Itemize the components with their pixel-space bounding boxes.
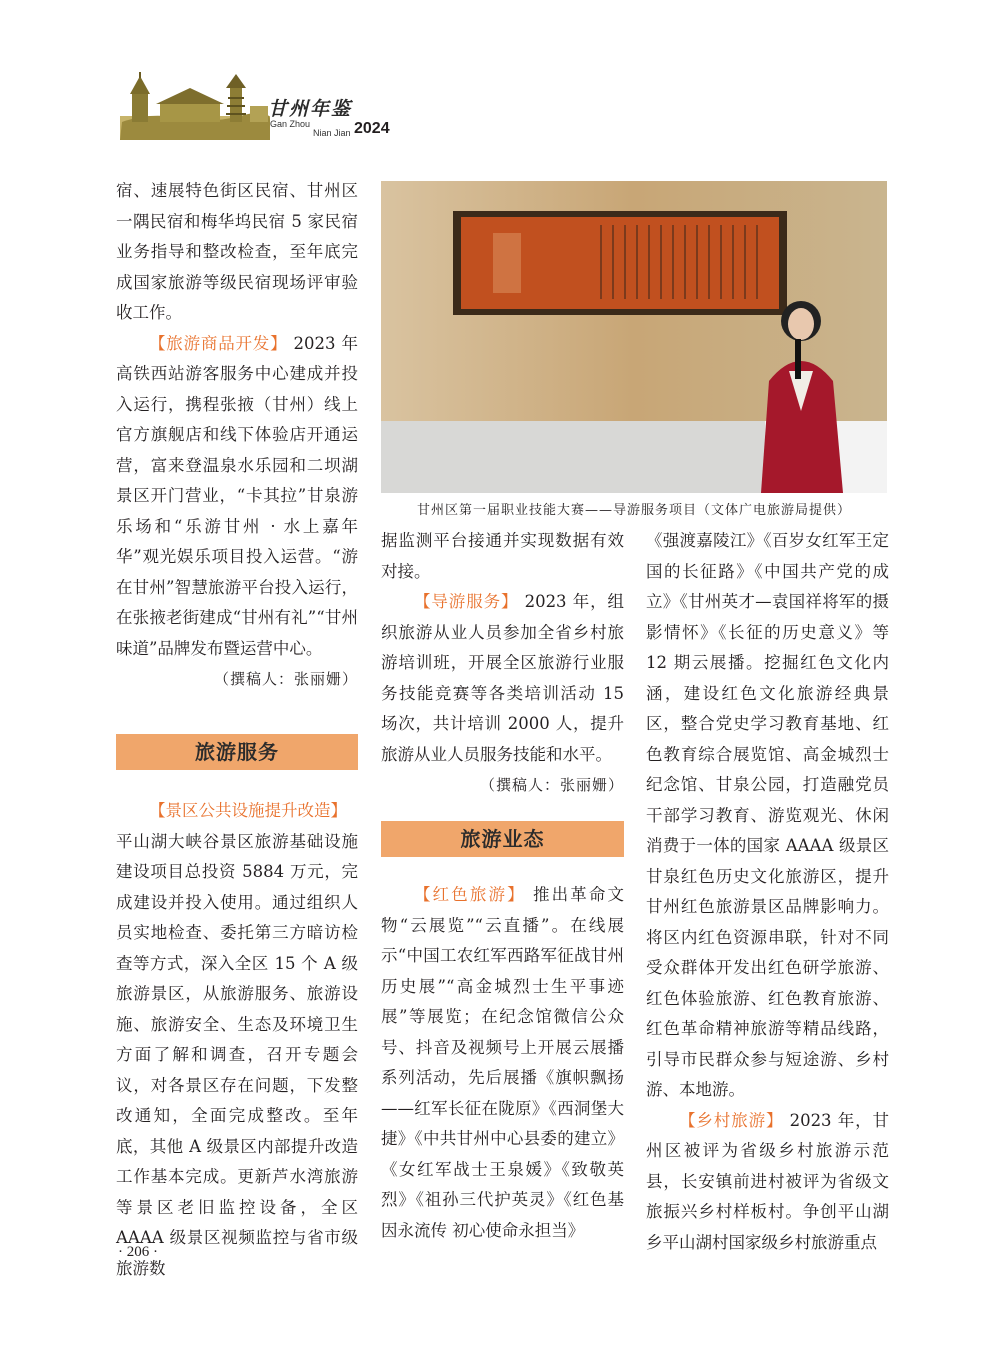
photo-caption: 甘州区第一届职业技能大赛——导游服务项目（文体广电旅游局提供） <box>416 503 851 518</box>
paragraph: 宿、速展特色街区民宿、甘州区一隅民宿和梅华坞民宿 5 家民宿业务指导和整改检查，至年底完成国家旅游等级民宿现场评审验收工作。 <box>116 181 358 322</box>
paragraph-text: 推出革命文物“云展览”“云直播”。在线展示“中国工农红军西路军征战甘州历史展”“高金城烈士生平事迹展”等展览；在纪念馆微信公众号、抖音及视频号上开展云展播系列活动，先后展播《旗帜飘扬——红军长征在陇原》《西洞堡大捷》《中共甘州中心县委的建立》《女红军战士王泉媛》《致敬英烈》《祖孙三代护英灵》《红色基因永流传 初心使命永担当》 <box>381 885 625 1240</box>
column-2 <box>381 526 624 801</box>
header-pinyin-nianjian: Nian Jian <box>313 128 351 138</box>
paragraph <box>381 587 624 770</box>
paragraph-text: 2023 年，甘州区被评为省级乡村旅游示范县，长安镇前进村被评为省级文旅振兴乡村样板村。争创平山湖乡平山湖村国家级乡村旅游重点 <box>646 1110 890 1252</box>
column-3 <box>646 526 889 1258</box>
yearbook-calligraphy-title: 甘州年鉴 <box>268 98 353 120</box>
section-tag-line <box>116 796 358 827</box>
section-tag: 【景区公共设施提升改造】 <box>149 801 347 820</box>
paragraph: 《强渡嘉陵江》《百岁女红军王定国的长征路》《中国共产党的成立》《甘州英才—袁国祥将军的摄影情怀》《长征的历史意义》等 12 期云展播。挖掘红色文化内涵，建设红色文化旅游经典景区，整合党史学习教育基地、红色教育综合展览馆、高金城烈士纪念馆、甘泉公园，打造融党员干部学习教育、游览观光、休闲消费于一体的国家 AAAA 级景区甘泉红色历史文化旅游区，提升甘州红色旅游景区品牌影响力。将区内红色资源串联，针对不同受众群体开发出红色研学旅游、红色体验旅游、红色教育旅游、红色革命精神旅游等精品线路，引导市民群众参与短途游、乡村游、本地游。 <box>646 531 889 1099</box>
header-pinyin-ganzhou: Gan Zhou <box>270 119 311 129</box>
author-credit: （撰稿人：张丽姗） <box>213 670 358 688</box>
paragraph <box>381 880 624 1246</box>
section-heading: 旅游服务 <box>116 734 358 770</box>
event-photo <box>381 181 887 493</box>
paragraph: 据监测平台接通并实现数据有效对接。 <box>381 531 624 581</box>
paragraph: 平山湖大峡谷景区旅游基础设施建设项目总投资 5884 万元，完成建设并投入使用。通过组织人员实地检查、委托第三方暗访检查等方式，深入全区 15 个 A 级旅游景区，从旅游服务、旅游设施、旅游安全、生态及环境卫生方面了解和调查，召开专题会议，对各景区存在问题，下发整改通知，全面完成整改。至年底，其他 A 级景区内部提升改造工作基本完成。更新芦水湾旅游等景区老旧监控设备，全区 AAAA 级景区视频监控与省市级旅游数 <box>116 831 358 1278</box>
paragraph <box>116 329 358 665</box>
author-credit: （撰稿人：张丽姗） <box>479 776 624 794</box>
section-tag: 【红色旅游】 <box>414 885 526 904</box>
paragraph-text: 2023 年高铁西站游客服务中心建成并投入运行，携程张掖（甘州）线上官方旗舰店和线下体验店开通运营，富来登温泉水乐园和二坝湖景区开门营业，“卡其拉”甘泉游乐场和“乐游甘州 · 水上嘉年华”观光娱乐项目投入运营。“游在甘州”智慧旅游平台投入运行，在张掖老街建成“甘州有礼”“甘州味道”品牌发布暨运营中心。 <box>116 333 359 658</box>
column-2-lower <box>381 880 624 1246</box>
column-1-lower <box>116 796 358 1284</box>
page-number: · 206 · <box>118 1244 158 1260</box>
paragraph <box>646 1106 889 1259</box>
paragraph-text: 2023 年，组织旅游从业人员参加全省乡村旅游培训班，开展全区旅游行业服务技能竞赛等各类培训活动 15 场次，共计培训 2000 人，提升旅游从业人员服务技能和水平。 <box>381 592 625 764</box>
header-year: 2024 <box>354 120 390 137</box>
section-tag: 【导游服务】 <box>414 592 519 611</box>
section-tag: 【乡村旅游】 <box>679 1110 784 1130</box>
pagoda-landscape-logo <box>120 72 270 140</box>
column-1 <box>116 176 358 695</box>
section-heading: 旅游业态 <box>381 821 624 857</box>
section-tag: 【旅游商品开发】 <box>149 333 288 353</box>
